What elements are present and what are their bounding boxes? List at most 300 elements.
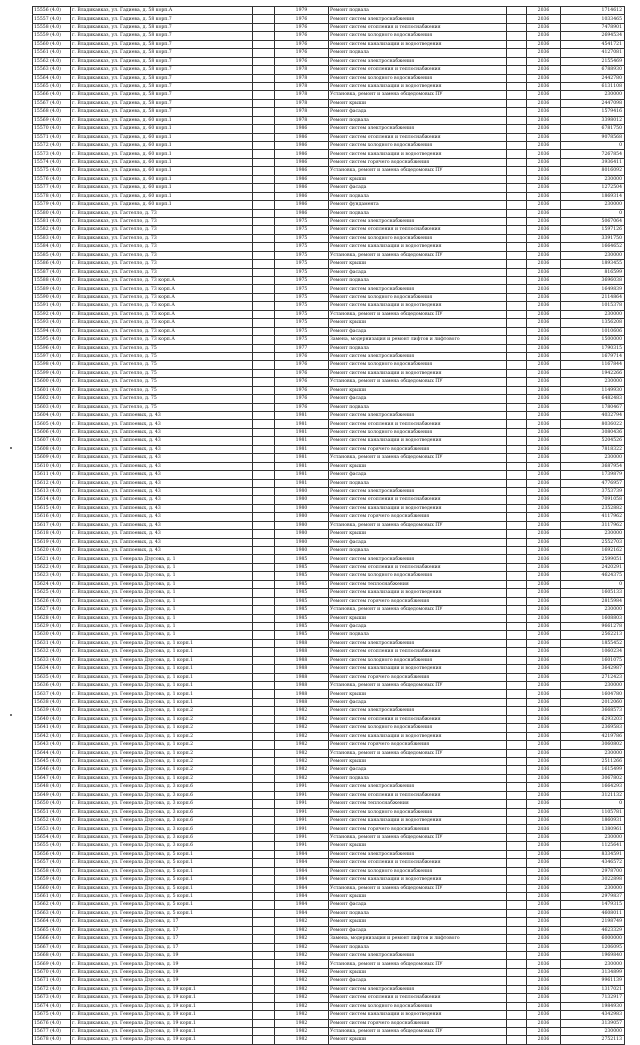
blank-cell xyxy=(253,66,275,74)
row-id-cell: 15559 (4.0) xyxy=(33,32,71,40)
blank-cell xyxy=(507,766,527,774)
address-cell: г. Владикавказ, ул. Гастелло, д. 73 xyxy=(71,234,253,242)
cost-cell: 0 xyxy=(561,142,625,150)
cost-cell: 4219786 xyxy=(561,732,625,740)
blank-cell xyxy=(253,1036,275,1044)
blank-cell xyxy=(253,774,275,782)
row-id-cell: 15591 (4.0) xyxy=(33,302,71,310)
blank-cell xyxy=(253,698,275,706)
plan-year-cell: 2036 xyxy=(527,158,561,166)
plan-year-cell: 2036 xyxy=(527,209,561,217)
cost-cell: 1604780 xyxy=(561,690,625,698)
plan-year-cell: 2036 xyxy=(527,336,561,344)
year-cell: 1988 xyxy=(275,673,329,681)
table-row xyxy=(33,99,625,107)
work-type-cell: Ремонт систем горячего водоснабжения xyxy=(329,673,507,681)
work-type-cell: Ремонт систем канализации и водоотведения xyxy=(329,589,507,597)
plan-year-cell: 2036 xyxy=(527,774,561,782)
plan-year-cell: 2036 xyxy=(527,260,561,268)
plan-year-cell: 2036 xyxy=(527,310,561,318)
address-cell: г. Владикавказ, ул. Генерала Дзусова, д. 1 корп.1 xyxy=(71,682,253,690)
row-id-cell: 15585 (4.0) xyxy=(33,251,71,259)
address-cell: г. Владикавказ, ул. Гастелло, д. 73 xyxy=(71,260,253,268)
work-type-cell: Ремонт крыши xyxy=(329,757,507,765)
row-id-cell: 15634 (4.0) xyxy=(33,665,71,673)
blank-cell xyxy=(253,884,275,892)
work-type-cell: Ремонт систем электроснабжения xyxy=(329,285,507,293)
plan-year-cell: 2036 xyxy=(527,842,561,850)
year-cell: 1988 xyxy=(275,690,329,698)
blank-cell xyxy=(253,783,275,791)
table-row xyxy=(33,293,625,301)
address-cell: г. Владикавказ, ул. Гадиева, д. 60 корп.1 xyxy=(71,158,253,166)
plan-year-cell: 2036 xyxy=(527,952,561,960)
row-id-cell: 15611 (4.0) xyxy=(33,471,71,479)
plan-year-cell: 2036 xyxy=(527,656,561,664)
address-cell: г. Владикавказ, ул. Генерала Дзусова, д. 5 корп.1 xyxy=(71,876,253,884)
cost-cell: 1105781 xyxy=(561,808,625,816)
blank-cell xyxy=(253,378,275,386)
year-cell: 1978 xyxy=(275,108,329,116)
blank-cell xyxy=(253,226,275,234)
blank-cell xyxy=(507,23,527,31)
work-type-cell: Ремонт систем горячего водоснабжения xyxy=(329,513,507,521)
address-cell: г. Владикавказ, ул. Гаппоевых, д. 43 xyxy=(71,412,253,420)
work-type-cell: Ремонт систем электроснабжения xyxy=(329,707,507,715)
row-id-cell: 15578 (4.0) xyxy=(33,192,71,200)
plan-year-cell: 2036 xyxy=(527,622,561,630)
plan-year-cell: 2036 xyxy=(527,968,561,976)
address-cell: г. Владикавказ, ул. Генерала Дзусова, д. 19 xyxy=(71,977,253,985)
address-cell: г. Владикавказ, ул. Гадиева, д. 58 корп.7 xyxy=(71,40,253,48)
cost-cell: 1380961 xyxy=(561,825,625,833)
cost-cell: 9961139 xyxy=(561,977,625,985)
blank-cell xyxy=(253,648,275,656)
blank-cell xyxy=(507,572,527,580)
table-row xyxy=(33,707,625,715)
row-id-cell: 15609 (4.0) xyxy=(33,454,71,462)
blank-cell xyxy=(253,428,275,436)
blank-cell xyxy=(507,454,527,462)
address-cell: г. Владикавказ, ул. Генерала Дзусова, д. 3 корп.6 xyxy=(71,783,253,791)
address-cell: г. Владикавказ, ул. Генерала Дзусова, д. 1 корп.2 xyxy=(71,732,253,740)
blank-cell xyxy=(253,724,275,732)
work-type-cell: Ремонт систем холодного водоснабжения xyxy=(329,293,507,301)
table-row xyxy=(33,513,625,521)
plan-year-cell: 2036 xyxy=(527,344,561,352)
cost-cell: 1679714 xyxy=(561,352,625,360)
blank-cell xyxy=(507,386,527,394)
address-cell: г. Владикавказ, ул. Гаппоевых, д. 43 xyxy=(71,504,253,512)
blank-cell xyxy=(507,217,527,225)
year-cell: 1982 xyxy=(275,1019,329,1027)
blank-cell xyxy=(253,302,275,310)
address-cell: г. Владикавказ, ул. Гаппоевых, д. 43 xyxy=(71,437,253,445)
address-cell: г. Владикавказ, ул. Генерала Дзусова, д. 1 корп.2 xyxy=(71,766,253,774)
work-type-cell: Ремонт систем электроснабжения xyxy=(329,985,507,993)
blank-cell xyxy=(507,125,527,133)
plan-year-cell: 2036 xyxy=(527,639,561,647)
work-type-cell: Ремонт крыши xyxy=(329,892,507,900)
blank-cell xyxy=(507,884,527,892)
plan-year-cell: 2036 xyxy=(527,597,561,605)
blank-cell xyxy=(253,682,275,690)
address-cell: г. Владикавказ, ул. Гаппоевых, д. 43 xyxy=(71,530,253,538)
row-id-cell: 15641 (4.0) xyxy=(33,724,71,732)
table-row xyxy=(33,690,625,698)
row-id-cell: 15612 (4.0) xyxy=(33,479,71,487)
work-type-cell: Ремонт систем отопления и теплоснабжения xyxy=(329,791,507,799)
table-row xyxy=(33,23,625,31)
work-type-cell: Ремонт систем электроснабжения xyxy=(329,352,507,360)
address-cell: г. Владикавказ, ул. Гадиева, д. 58 корп.7 xyxy=(71,74,253,82)
cost-cell: 230000 xyxy=(561,454,625,462)
address-cell: г. Владикавказ, ул. Генерала Дзусова, д. 19 xyxy=(71,952,253,960)
scan-speck xyxy=(10,447,12,449)
year-cell: 1982 xyxy=(275,715,329,723)
row-id-cell: 15579 (4.0) xyxy=(33,201,71,209)
cost-cell: 230000 xyxy=(561,884,625,892)
plan-year-cell: 2036 xyxy=(527,563,561,571)
row-id-cell: 15644 (4.0) xyxy=(33,749,71,757)
cost-cell: 1272504 xyxy=(561,184,625,192)
cost-cell: 2155469 xyxy=(561,57,625,65)
address-cell: г. Владикавказ, ул. Генерала Дзусова, д. 1 корп.1 xyxy=(71,656,253,664)
blank-cell xyxy=(253,994,275,1002)
blank-cell xyxy=(253,167,275,175)
work-type-cell: Ремонт систем холодного водоснабжения xyxy=(329,74,507,82)
cost-cell: 2447098 xyxy=(561,99,625,107)
row-id-cell: 15658 (4.0) xyxy=(33,867,71,875)
cost-cell: 3398012 xyxy=(561,116,625,124)
plan-year-cell: 2036 xyxy=(527,66,561,74)
table-row xyxy=(33,757,625,765)
blank-cell xyxy=(253,74,275,82)
plan-year-cell: 2036 xyxy=(527,783,561,791)
blank-cell xyxy=(253,985,275,993)
cost-cell: 4776957 xyxy=(561,479,625,487)
plan-year-cell: 2036 xyxy=(527,1019,561,1027)
cost-cell: 2198749 xyxy=(561,918,625,926)
work-type-cell: Ремонт фасада xyxy=(329,327,507,335)
work-type-cell: Установка, ремонт и замена общедомовых ПУ xyxy=(329,749,507,757)
address-cell: г. Владикавказ, ул. Гаппоевых, д. 43 xyxy=(71,513,253,521)
year-cell: 1991 xyxy=(275,791,329,799)
address-cell: г. Владикавказ, ул. Гастелло, д. 75 xyxy=(71,378,253,386)
table-row xyxy=(33,445,625,453)
blank-cell xyxy=(507,285,527,293)
year-cell: 1982 xyxy=(275,1002,329,1010)
work-type-cell: Ремонт фасада xyxy=(329,395,507,403)
table-row xyxy=(33,428,625,436)
blank-cell xyxy=(253,142,275,150)
plan-year-cell: 2036 xyxy=(527,108,561,116)
plan-year-cell: 2036 xyxy=(527,217,561,225)
address-cell: г. Владикавказ, ул. Гастелло, д. 73 корп.А xyxy=(71,293,253,301)
cost-cell: 2369583 xyxy=(561,724,625,732)
year-cell: 1986 xyxy=(275,184,329,192)
year-cell: 1981 xyxy=(275,471,329,479)
work-type-cell: Установка, ремонт и замена общедомовых ПУ xyxy=(329,454,507,462)
year-cell: 1975 xyxy=(275,285,329,293)
address-cell: г. Владикавказ, ул. Гадиева, д. 58 корп.7 xyxy=(71,82,253,90)
address-cell: г. Владикавказ, ул. Гадиева, д. 58 корп.7 xyxy=(71,91,253,99)
blank-cell xyxy=(253,352,275,360)
blank-cell xyxy=(507,547,527,555)
year-cell: 1985 xyxy=(275,589,329,597)
scan-speck xyxy=(10,714,12,716)
plan-year-cell: 2036 xyxy=(527,606,561,614)
cost-cell: 1125641 xyxy=(561,842,625,850)
row-id-cell: 15674 (4.0) xyxy=(33,1002,71,1010)
row-id-cell: 15678 (4.0) xyxy=(33,1036,71,1044)
cost-cell: 1206095 xyxy=(561,943,625,951)
plan-year-cell: 2036 xyxy=(527,757,561,765)
plan-year-cell: 2036 xyxy=(527,386,561,394)
plan-year-cell: 2036 xyxy=(527,977,561,985)
blank-cell xyxy=(253,909,275,917)
table-row xyxy=(33,639,625,647)
plan-year-cell: 2036 xyxy=(527,1027,561,1035)
blank-cell xyxy=(507,344,527,352)
cost-cell: 3696038 xyxy=(561,277,625,285)
table-row xyxy=(33,741,625,749)
cost-cell: 3117962 xyxy=(561,521,625,529)
table-row xyxy=(33,462,625,470)
blank-cell xyxy=(253,850,275,858)
table-row xyxy=(33,336,625,344)
blank-cell xyxy=(507,555,527,563)
blank-cell xyxy=(253,201,275,209)
blank-cell xyxy=(253,631,275,639)
cost-cell: 3642987 xyxy=(561,665,625,673)
work-type-cell: Ремонт систем горячего водоснабжения xyxy=(329,1019,507,1027)
address-cell: г. Владикавказ, ул. Гаппоевых, д. 43 xyxy=(71,496,253,504)
blank-cell xyxy=(507,639,527,647)
cost-cell: 2599051 xyxy=(561,555,625,563)
year-cell: 1980 xyxy=(275,521,329,529)
row-id-cell: 15661 (4.0) xyxy=(33,892,71,900)
blank-cell xyxy=(507,622,527,630)
cost-cell: 1969840 xyxy=(561,952,625,960)
cost-cell: 230000 xyxy=(561,749,625,757)
cost-cell: 4623329 xyxy=(561,926,625,934)
work-type-cell: Ремонт систем горячего водоснабжения xyxy=(329,597,507,605)
cost-cell: 9661278 xyxy=(561,622,625,630)
table-row xyxy=(33,791,625,799)
address-cell: г. Владикавказ, ул. Гадиева, д. 58 корп.А xyxy=(71,7,253,15)
blank-cell xyxy=(507,1011,527,1019)
cost-cell: 4541721 xyxy=(561,40,625,48)
plan-year-cell: 2036 xyxy=(527,614,561,622)
table-row xyxy=(33,698,625,706)
work-type-cell: Ремонт подвала xyxy=(329,192,507,200)
row-id-cell: 15597 (4.0) xyxy=(33,352,71,360)
cost-cell: 6293203 xyxy=(561,715,625,723)
table-row xyxy=(33,412,625,420)
year-cell: 1981 xyxy=(275,437,329,445)
plan-year-cell: 2036 xyxy=(527,487,561,495)
year-cell: 1988 xyxy=(275,665,329,673)
row-id-cell: 15581 (4.0) xyxy=(33,217,71,225)
blank-cell xyxy=(253,82,275,90)
table-row xyxy=(33,935,625,943)
address-cell: г. Владикавказ, ул. Генерала Дзусова, д. 1 корп.1 xyxy=(71,639,253,647)
year-cell: 1985 xyxy=(275,606,329,614)
table-row xyxy=(33,884,625,892)
year-cell: 1980 xyxy=(275,547,329,555)
table-row xyxy=(33,454,625,462)
address-cell: г. Владикавказ, ул. Гадиева, д. 60 корп.1 xyxy=(71,116,253,124)
address-cell: г. Владикавказ, ул. Гастелло, д. 73 корп.А xyxy=(71,319,253,327)
plan-year-cell: 2036 xyxy=(527,926,561,934)
blank-cell xyxy=(253,732,275,740)
blank-cell xyxy=(507,234,527,242)
plan-year-cell: 2036 xyxy=(527,471,561,479)
address-cell: г. Владикавказ, ул. Гаппоевых, д. 43 xyxy=(71,454,253,462)
work-type-cell: Установка, ремонт и замена общедомовых ПУ xyxy=(329,606,507,614)
plan-year-cell: 2036 xyxy=(527,732,561,740)
blank-cell xyxy=(253,217,275,225)
year-cell: 1981 xyxy=(275,454,329,462)
work-type-cell: Ремонт фасада xyxy=(329,538,507,546)
work-type-cell: Ремонт систем отопления и теплоснабжения xyxy=(329,859,507,867)
row-id-cell: 15655 (4.0) xyxy=(33,842,71,850)
address-cell: г. Владикавказ, ул. Генерала Дзусова, д. 1 xyxy=(71,563,253,571)
blank-cell xyxy=(507,597,527,605)
row-id-cell: 15568 (4.0) xyxy=(33,108,71,116)
address-cell: г. Владикавказ, ул. Гастелло, д. 73 корп.А xyxy=(71,336,253,344)
plan-year-cell: 2036 xyxy=(527,555,561,563)
year-cell: 1976 xyxy=(275,386,329,394)
address-cell: г. Владикавказ, ул. Генерала Дзусова, д. 17 xyxy=(71,918,253,926)
blank-cell xyxy=(253,209,275,217)
table-row xyxy=(33,783,625,791)
cost-cell: 4032794 xyxy=(561,412,625,420)
work-type-cell: Ремонт систем холодного водоснабжения xyxy=(329,1002,507,1010)
plan-year-cell: 2036 xyxy=(527,631,561,639)
blank-cell xyxy=(507,606,527,614)
year-cell: 1975 xyxy=(275,268,329,276)
blank-cell xyxy=(253,538,275,546)
blank-cell xyxy=(507,167,527,175)
year-cell: 1976 xyxy=(275,40,329,48)
plan-year-cell: 2036 xyxy=(527,521,561,529)
plan-year-cell: 2036 xyxy=(527,496,561,504)
plan-year-cell: 2036 xyxy=(527,513,561,521)
year-cell: 1988 xyxy=(275,639,329,647)
table-row xyxy=(33,91,625,99)
blank-cell xyxy=(253,521,275,529)
year-cell: 1984 xyxy=(275,867,329,875)
plan-year-cell: 2036 xyxy=(527,715,561,723)
work-type-cell: Установка, ремонт и замена общедомовых ПУ xyxy=(329,310,507,318)
address-cell: г. Владикавказ, ул. Генерала Дзусова, д. 1 xyxy=(71,555,253,563)
blank-cell xyxy=(507,926,527,934)
cost-cell: 3121132 xyxy=(561,791,625,799)
address-cell: г. Владикавказ, ул. Гадиева, д. 60 корп.1 xyxy=(71,142,253,150)
cost-cell: 230000 xyxy=(561,201,625,209)
blank-cell xyxy=(507,808,527,816)
cost-cell: 4608011 xyxy=(561,909,625,917)
year-cell: 1991 xyxy=(275,783,329,791)
cost-cell: 230000 xyxy=(561,530,625,538)
table-row xyxy=(33,606,625,614)
plan-year-cell: 2036 xyxy=(527,142,561,150)
table-row xyxy=(33,66,625,74)
cost-cell: 1015378 xyxy=(561,302,625,310)
cost-cell: 7267854 xyxy=(561,150,625,158)
cost-cell: 1664293 xyxy=(561,783,625,791)
address-cell: г. Владикавказ, ул. Генерала Дзусова, д. 1 корп.1 xyxy=(71,665,253,673)
blank-cell xyxy=(253,555,275,563)
blank-cell xyxy=(253,800,275,808)
row-id-cell: 15653 (4.0) xyxy=(33,825,71,833)
address-cell: г. Владикавказ, ул. Генерала Дзусова, д. 19 xyxy=(71,960,253,968)
blank-cell xyxy=(507,850,527,858)
year-cell: 1986 xyxy=(275,201,329,209)
work-type-cell: Ремонт систем холодного водоснабжения xyxy=(329,428,507,436)
blank-cell xyxy=(253,968,275,976)
address-cell: г. Владикавказ, ул. Генерала Дзусова, д. 1 корп.2 xyxy=(71,741,253,749)
cost-cell: 230000 xyxy=(561,175,625,183)
table-row xyxy=(33,344,625,352)
plan-year-cell: 2036 xyxy=(527,884,561,892)
address-cell: г. Владикавказ, ул. Генерала Дзусова, д. 5 корп.1 xyxy=(71,850,253,858)
row-id-cell: 15636 (4.0) xyxy=(33,682,71,690)
year-cell: 1975 xyxy=(275,293,329,301)
plan-year-cell: 2036 xyxy=(527,547,561,555)
plan-year-cell: 2036 xyxy=(527,234,561,242)
blank-cell xyxy=(253,99,275,107)
plan-year-cell: 2036 xyxy=(527,445,561,453)
row-id-cell: 15593 (4.0) xyxy=(33,319,71,327)
blank-cell xyxy=(507,133,527,141)
work-type-cell: Ремонт систем электроснабжения xyxy=(329,639,507,647)
work-type-cell: Ремонт систем отопления и теплоснабжения xyxy=(329,715,507,723)
blank-cell xyxy=(507,648,527,656)
address-cell: г. Владикавказ, ул. Генерала Дзусова, д. 19 корп.1 xyxy=(71,1019,253,1027)
table-row xyxy=(33,892,625,900)
plan-year-cell: 2036 xyxy=(527,15,561,23)
year-cell: 1976 xyxy=(275,352,329,360)
blank-cell xyxy=(253,892,275,900)
year-cell: 1986 xyxy=(275,133,329,141)
blank-cell xyxy=(253,260,275,268)
plan-year-cell: 2036 xyxy=(527,57,561,65)
blank-cell xyxy=(507,471,527,479)
year-cell: 1986 xyxy=(275,175,329,183)
blank-cell xyxy=(253,57,275,65)
year-cell: 1976 xyxy=(275,395,329,403)
plan-year-cell: 2036 xyxy=(527,175,561,183)
year-cell: 1975 xyxy=(275,319,329,327)
blank-cell xyxy=(507,707,527,715)
work-type-cell: Ремонт систем холодного водоснабжения xyxy=(329,572,507,580)
work-type-cell: Установка, ремонт и замена общедомовых ПУ xyxy=(329,682,507,690)
row-id-cell: 15560 (4.0) xyxy=(33,40,71,48)
plan-year-cell: 2036 xyxy=(527,825,561,833)
blank-cell xyxy=(507,1019,527,1027)
address-cell: г. Владикавказ, ул. Гастелло, д. 75 xyxy=(71,344,253,352)
address-cell: г. Владикавказ, ул. Гастелло, д. 73 xyxy=(71,226,253,234)
cost-cell: 2694534 xyxy=(561,32,625,40)
blank-cell xyxy=(507,108,527,116)
table-row xyxy=(33,361,625,369)
work-type-cell: Ремонт систем отопления и теплоснабжения xyxy=(329,563,507,571)
row-id-cell: 15573 (4.0) xyxy=(33,150,71,158)
year-cell: 1982 xyxy=(275,935,329,943)
